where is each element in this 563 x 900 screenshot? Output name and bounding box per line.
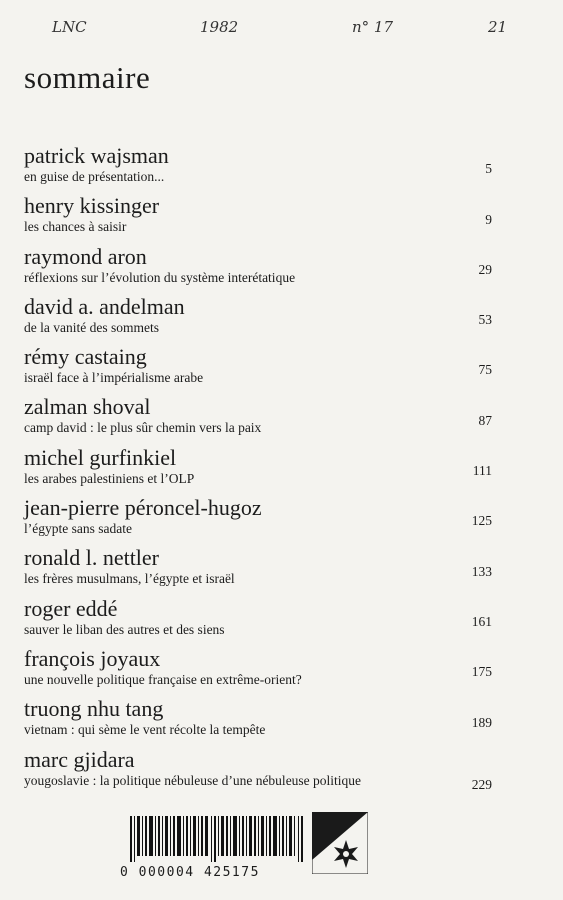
toc-entry bbox=[24, 344, 494, 394]
entry-author: raymond aron bbox=[24, 243, 147, 269]
entry-author: françois joyaux bbox=[24, 645, 161, 671]
handwritten-note-2: 1982 bbox=[200, 18, 239, 36]
entry-title: une nouvelle politique française en extrême-orient? bbox=[24, 671, 302, 687]
publisher-star-logo-icon bbox=[312, 812, 368, 874]
entry-page: 189 bbox=[471, 714, 492, 730]
entry-page: 5 bbox=[485, 161, 492, 177]
entry-page: 161 bbox=[471, 613, 492, 629]
toc-entry bbox=[24, 747, 494, 797]
entry-author: truong nhu tang bbox=[24, 696, 164, 722]
entry-page: 75 bbox=[478, 362, 492, 378]
toc-entry bbox=[24, 696, 494, 746]
entry-title: camp david : le plus sûr chemin vers la paix bbox=[24, 420, 262, 436]
toc-entry bbox=[24, 294, 494, 344]
entry-page: 29 bbox=[478, 261, 492, 277]
entry-title: yougoslavie : la politique nébuleuse d’une nébuleuse politique bbox=[24, 772, 362, 788]
entry-page: 175 bbox=[471, 664, 492, 680]
entry-title: vietnam : qui sème le vent récolte la tempête bbox=[24, 722, 266, 738]
toc-entry bbox=[24, 545, 494, 595]
entry-title: les arabes palestiniens et l’OLP bbox=[24, 470, 195, 486]
entry-title: de la vanité des sommets bbox=[24, 319, 159, 335]
entry-author: henry kissinger bbox=[24, 193, 160, 219]
entry-page: 9 bbox=[485, 211, 492, 227]
entry-author: marc gjidara bbox=[24, 746, 135, 772]
entry-author: patrick wajsman bbox=[24, 143, 169, 168]
entry-page: 53 bbox=[478, 312, 492, 328]
toc-entry bbox=[24, 143, 494, 193]
entry-title: israël face à l’impérialisme arabe bbox=[24, 370, 204, 386]
barcode-digits: 0 000004 425175 bbox=[120, 865, 260, 880]
entry-author: jean-pierre péroncel-hugoz bbox=[24, 495, 262, 521]
barcode-area bbox=[120, 810, 368, 882]
handwritten-note-4: 21 bbox=[488, 18, 508, 36]
toc-entry bbox=[24, 646, 494, 696]
entry-author: ronald l. nettler bbox=[24, 545, 160, 571]
entry-page: 133 bbox=[471, 563, 492, 579]
entry-title: les frères musulmans, l’égypte et israël bbox=[24, 571, 235, 587]
entry-page: 87 bbox=[478, 412, 492, 428]
table-of-contents bbox=[24, 143, 494, 797]
toc-entry bbox=[24, 244, 494, 294]
toc-entry bbox=[24, 596, 494, 646]
handwritten-note-1: LNC bbox=[52, 18, 87, 36]
entry-title: les chances à saisir bbox=[24, 219, 127, 235]
page-title: sommaire bbox=[24, 60, 151, 95]
entry-title: en guise de présentation... bbox=[24, 169, 165, 184]
entry-page: 229 bbox=[471, 776, 492, 792]
barcode-bars bbox=[130, 816, 305, 862]
entry-author: rémy castaing bbox=[24, 344, 147, 370]
entry-author: michel gurfinkiel bbox=[24, 444, 177, 470]
toc-entry bbox=[24, 495, 494, 545]
entry-title: l’égypte sans sadate bbox=[24, 521, 132, 537]
toc-entry bbox=[24, 394, 494, 444]
toc-entry bbox=[24, 193, 494, 243]
entry-page: 111 bbox=[472, 463, 492, 479]
toc-entry bbox=[24, 445, 494, 495]
entry-author: roger eddé bbox=[24, 595, 118, 621]
entry-author: david a. andelman bbox=[24, 293, 185, 319]
entry-author: zalman shoval bbox=[24, 394, 151, 420]
entry-title: sauver le liban des autres et des siens bbox=[24, 621, 225, 637]
handwritten-note-3: n° 17 bbox=[352, 18, 394, 36]
entry-page: 125 bbox=[471, 513, 492, 529]
entry-title: réflexions sur l’évolution du système interétatique bbox=[24, 269, 296, 285]
